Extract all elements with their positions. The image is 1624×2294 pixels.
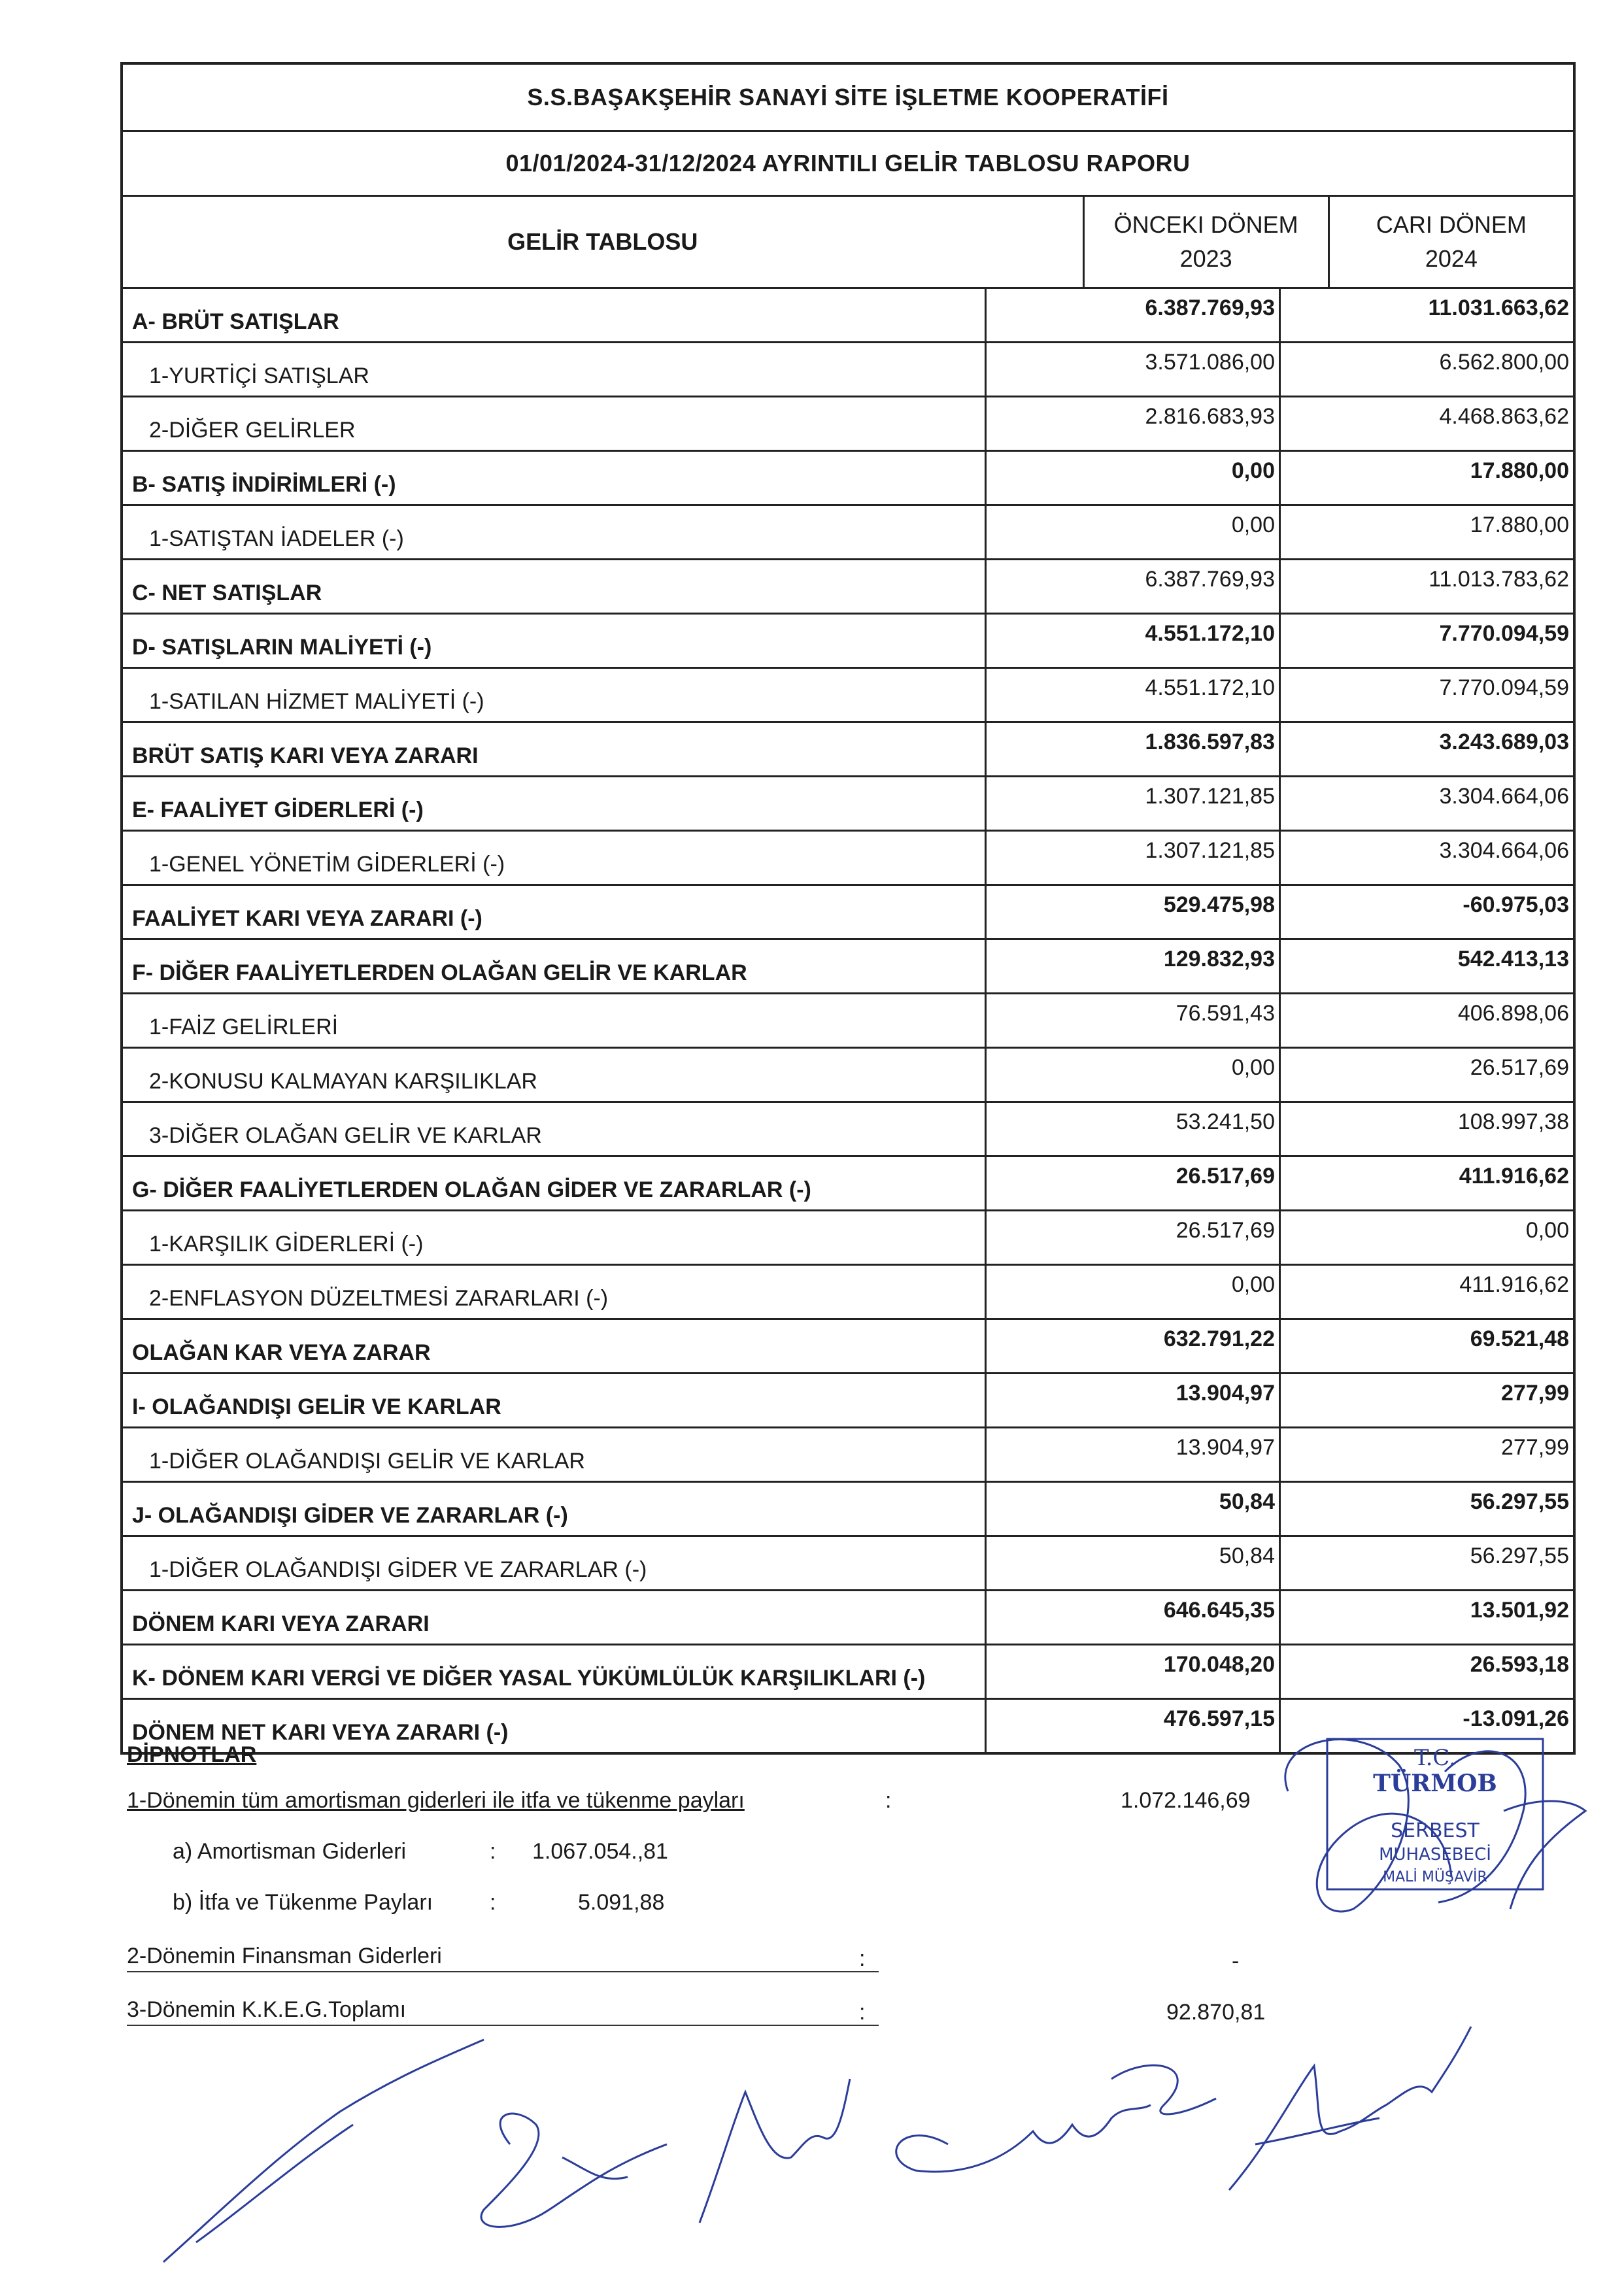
row-prev-value: 13.904,97 xyxy=(985,1428,1279,1481)
row-label: E- FAALİYET GİDERLERİ (-) xyxy=(132,798,424,822)
row-prev-value: 50,84 xyxy=(985,1537,1279,1589)
table-row xyxy=(123,506,1573,560)
row-prev-value: 13.904,97 xyxy=(985,1374,1279,1426)
row-label: OLAĞAN KAR VEYA ZARAR xyxy=(132,1340,431,1365)
stamp-line-5: MALİ MÜŞAVİR xyxy=(1383,1869,1487,1885)
table-row xyxy=(123,940,1573,994)
row-label: 2-KONUSU KALMAYAN KARŞILIKLAR xyxy=(149,1069,537,1094)
row-curr-value: 11.013.783,62 xyxy=(1279,560,1573,613)
row-prev-value: 529.475,98 xyxy=(985,886,1279,938)
table-row xyxy=(123,1537,1573,1591)
row-prev-value: 129.832,93 xyxy=(985,940,1279,992)
row-prev-value: 3.571.086,00 xyxy=(985,343,1279,396)
row-label: DÖNEM NET KARI VEYA ZARARI (-) xyxy=(132,1720,509,1745)
row-label: BRÜT SATIŞ KARI VEYA ZARARI xyxy=(132,743,479,768)
row-prev-value: 170.048,20 xyxy=(985,1645,1279,1698)
note-1a-colon: : xyxy=(490,1839,496,1864)
row-curr-value: 3.304.664,06 xyxy=(1279,832,1573,884)
header-prev-year: 2023 xyxy=(1179,245,1232,272)
row-curr-value: 3.243.689,03 xyxy=(1279,723,1573,775)
row-label: D- SATIŞLARIN MALİYETİ (-) xyxy=(132,635,432,660)
table-row xyxy=(123,1374,1573,1428)
report-title: 01/01/2024-31/12/2024 AYRINTILI GELİR TABLOSU RAPORU xyxy=(123,132,1573,197)
table-row xyxy=(123,669,1573,723)
row-curr-value: 17.880,00 xyxy=(1279,506,1573,558)
note-2-colon: : xyxy=(859,1946,866,1971)
stamp-line-4: MUHASEBECİ xyxy=(1379,1845,1491,1864)
row-label: DÖNEM KARI VEYA ZARARI xyxy=(132,1611,430,1636)
row-prev-value: 476.597,15 xyxy=(985,1700,1279,1752)
row-curr-value: 7.770.094,59 xyxy=(1279,615,1573,667)
header-prev-period xyxy=(1083,197,1328,287)
row-prev-value: 0,00 xyxy=(985,1266,1279,1318)
table-row xyxy=(123,452,1573,506)
row-curr-value: 13.501,92 xyxy=(1279,1591,1573,1644)
row-label: 1-SATILAN HİZMET MALİYETİ (-) xyxy=(149,689,484,714)
row-curr-value: 17.880,00 xyxy=(1279,452,1573,504)
row-label: A- BRÜT SATIŞLAR xyxy=(132,309,339,334)
header-label: GELİR TABLOSU xyxy=(507,228,698,255)
row-prev-value: 76.591,43 xyxy=(985,994,1279,1047)
table-row xyxy=(123,289,1573,343)
row-label: 1-DİĞER OLAĞANDIŞI GİDER VE ZARARLAR (-) xyxy=(149,1557,647,1582)
row-label: 1-SATIŞTAN İADELER (-) xyxy=(149,526,404,551)
row-prev-value: 4.551.172,10 xyxy=(985,669,1279,721)
row-curr-value: 277,99 xyxy=(1279,1428,1573,1481)
table-row xyxy=(123,723,1573,777)
stamp-line-2: TÜRMOB xyxy=(1373,1770,1497,1797)
row-label: 1-GENEL YÖNETİM GİDERLERİ (-) xyxy=(149,852,505,877)
row-curr-value: 26.517,69 xyxy=(1279,1049,1573,1101)
row-prev-value: 1.836.597,83 xyxy=(985,723,1279,775)
row-prev-value: 6.387.769,93 xyxy=(985,289,1279,341)
table-row xyxy=(123,1266,1573,1320)
row-label: 1-KARŞILIK GİDERLERİ (-) xyxy=(149,1232,424,1257)
table-row xyxy=(123,1320,1573,1374)
row-curr-value: 7.770.094,59 xyxy=(1279,669,1573,721)
note-2-label: 2-Dönemin Finansman Giderleri xyxy=(127,1944,442,1968)
header-curr-period xyxy=(1328,197,1573,287)
row-label: 2-ENFLASYON DÜZELTMESİ ZARARLARI (-) xyxy=(149,1286,609,1311)
row-label: G- DİĞER FAALİYETLERDEN OLAĞAN GİDER VE ZARARLAR (-) xyxy=(132,1177,811,1202)
table-row xyxy=(123,1211,1573,1266)
row-prev-value: 6.387.769,93 xyxy=(985,560,1279,613)
table-row xyxy=(123,1049,1573,1103)
row-prev-value: 1.307.121,85 xyxy=(985,832,1279,884)
row-curr-value: -60.975,03 xyxy=(1279,886,1573,938)
note-1a-value: 1.067.054.,81 xyxy=(532,1839,668,1864)
row-curr-value: 26.593,18 xyxy=(1279,1645,1573,1698)
row-curr-value: 406.898,06 xyxy=(1279,994,1573,1047)
table-body xyxy=(123,289,1573,1752)
row-prev-value: 53.241,50 xyxy=(985,1103,1279,1155)
note-1b-colon: : xyxy=(490,1890,496,1915)
row-prev-value: 646.645,35 xyxy=(985,1591,1279,1644)
row-prev-value: 2.816.683,93 xyxy=(985,397,1279,450)
note-3-colon: : xyxy=(859,2000,866,2025)
row-curr-value: 0,00 xyxy=(1279,1211,1573,1264)
note-2-underline xyxy=(127,1971,879,1972)
row-prev-value: 632.791,22 xyxy=(985,1320,1279,1372)
company-name: S.S.BAŞAKŞEHİR SANAYİ SİTE İŞLETME KOOPERATİFİ xyxy=(123,65,1573,132)
header-curr-year: 2024 xyxy=(1425,245,1478,272)
row-curr-value: 411.916,62 xyxy=(1279,1157,1573,1209)
row-label: FAALİYET KARI VEYA ZARARI (-) xyxy=(132,906,482,931)
note-1-colon: : xyxy=(885,1788,892,1813)
row-curr-value: 277,99 xyxy=(1279,1374,1573,1426)
accountant-stamp xyxy=(1229,1713,1595,1929)
row-label: J- OLAĞANDIŞI GİDER VE ZARARLAR (-) xyxy=(132,1503,568,1528)
row-curr-value: 56.297,55 xyxy=(1279,1483,1573,1535)
row-curr-value: 411.916,62 xyxy=(1279,1266,1573,1318)
row-label: F- DİĞER FAALİYETLERDEN OLAĞAN GELİR VE KARLAR xyxy=(132,960,747,985)
note-1a-label: a) Amortisman Giderleri xyxy=(173,1839,407,1864)
row-label: C- NET SATIŞLAR xyxy=(132,581,322,605)
row-prev-value: 4.551.172,10 xyxy=(985,615,1279,667)
table-header xyxy=(123,197,1573,289)
row-prev-value: 1.307.121,85 xyxy=(985,777,1279,830)
row-curr-value: 4.468.863,62 xyxy=(1279,397,1573,450)
stamp-line-1: T.C. xyxy=(1413,1745,1457,1771)
note-1b-label: b) İtfa ve Tükenme Payları xyxy=(173,1890,433,1915)
table-row xyxy=(123,1103,1573,1157)
row-prev-value: 0,00 xyxy=(985,506,1279,558)
row-prev-value: 26.517,69 xyxy=(985,1157,1279,1209)
table-row xyxy=(123,994,1573,1049)
row-label: 1-YURTİÇİ SATIŞLAR xyxy=(149,363,369,388)
note-1b-value: 5.091,88 xyxy=(578,1890,665,1915)
income-statement-table xyxy=(120,62,1576,1755)
row-prev-value: 0,00 xyxy=(985,452,1279,504)
note-2-value: - xyxy=(1232,1949,1240,1974)
row-curr-value: 108.997,38 xyxy=(1279,1103,1573,1155)
header-curr-label: CARI DÖNEM xyxy=(1376,211,1527,238)
footnotes-title: DİPNOTLAR xyxy=(127,1742,257,1767)
table-row xyxy=(123,343,1573,397)
header-prev-label: ÖNCEKI DÖNEM xyxy=(1113,211,1298,238)
stamp-line-3: SERBEST xyxy=(1391,1819,1480,1842)
table-row xyxy=(123,832,1573,886)
row-label: 3-DİĞER OLAĞAN GELİR VE KARLAR xyxy=(149,1123,542,1148)
table-row xyxy=(123,1591,1573,1645)
row-curr-value: 69.521,48 xyxy=(1279,1320,1573,1372)
table-row xyxy=(123,1428,1573,1483)
table-row xyxy=(123,1645,1573,1700)
row-prev-value: 0,00 xyxy=(985,1049,1279,1101)
row-label: I- OLAĞANDIŞI GELİR VE KARLAR xyxy=(132,1394,501,1419)
table-row xyxy=(123,560,1573,615)
table-row xyxy=(123,1157,1573,1211)
note-3-label: 3-Dönemin K.K.E.G.Toplamı xyxy=(127,1997,407,2022)
note-1-label: 1-Dönemin tüm amortisman giderleri ile itfa ve tükenme payları xyxy=(127,1788,745,1813)
row-curr-value: 542.413,13 xyxy=(1279,940,1573,992)
note-3-value: 92.870,81 xyxy=(1166,2000,1266,2025)
row-label: B- SATIŞ İNDİRİMLERİ (-) xyxy=(132,472,396,497)
row-label: 1-FAİZ GELİRLERİ xyxy=(149,1015,339,1039)
row-curr-value: 56.297,55 xyxy=(1279,1537,1573,1589)
table-row xyxy=(123,1483,1573,1537)
table-row xyxy=(123,615,1573,669)
table-row xyxy=(123,886,1573,940)
table-row xyxy=(123,777,1573,832)
row-prev-value: 26.517,69 xyxy=(985,1211,1279,1264)
row-prev-value: 50,84 xyxy=(985,1483,1279,1535)
table-row xyxy=(123,397,1573,452)
row-curr-value: 3.304.664,06 xyxy=(1279,777,1573,830)
row-label: 2-DİĞER GELİRLER xyxy=(149,418,356,443)
row-label: K- DÖNEM KARI VERGİ VE DİĞER YASAL YÜKÜMLÜLÜK KARŞILIKLARI (-) xyxy=(132,1666,926,1691)
row-curr-value: -13.091,26 xyxy=(1279,1700,1573,1752)
signatures xyxy=(144,2014,1517,2275)
row-curr-value: 11.031.663,62 xyxy=(1279,289,1573,341)
note-1-value: 1.072.146,69 xyxy=(1121,1788,1251,1813)
row-curr-value: 6.562.800,00 xyxy=(1279,343,1573,396)
row-label: 1-DİĞER OLAĞANDIŞI GELİR VE KARLAR xyxy=(149,1449,585,1474)
